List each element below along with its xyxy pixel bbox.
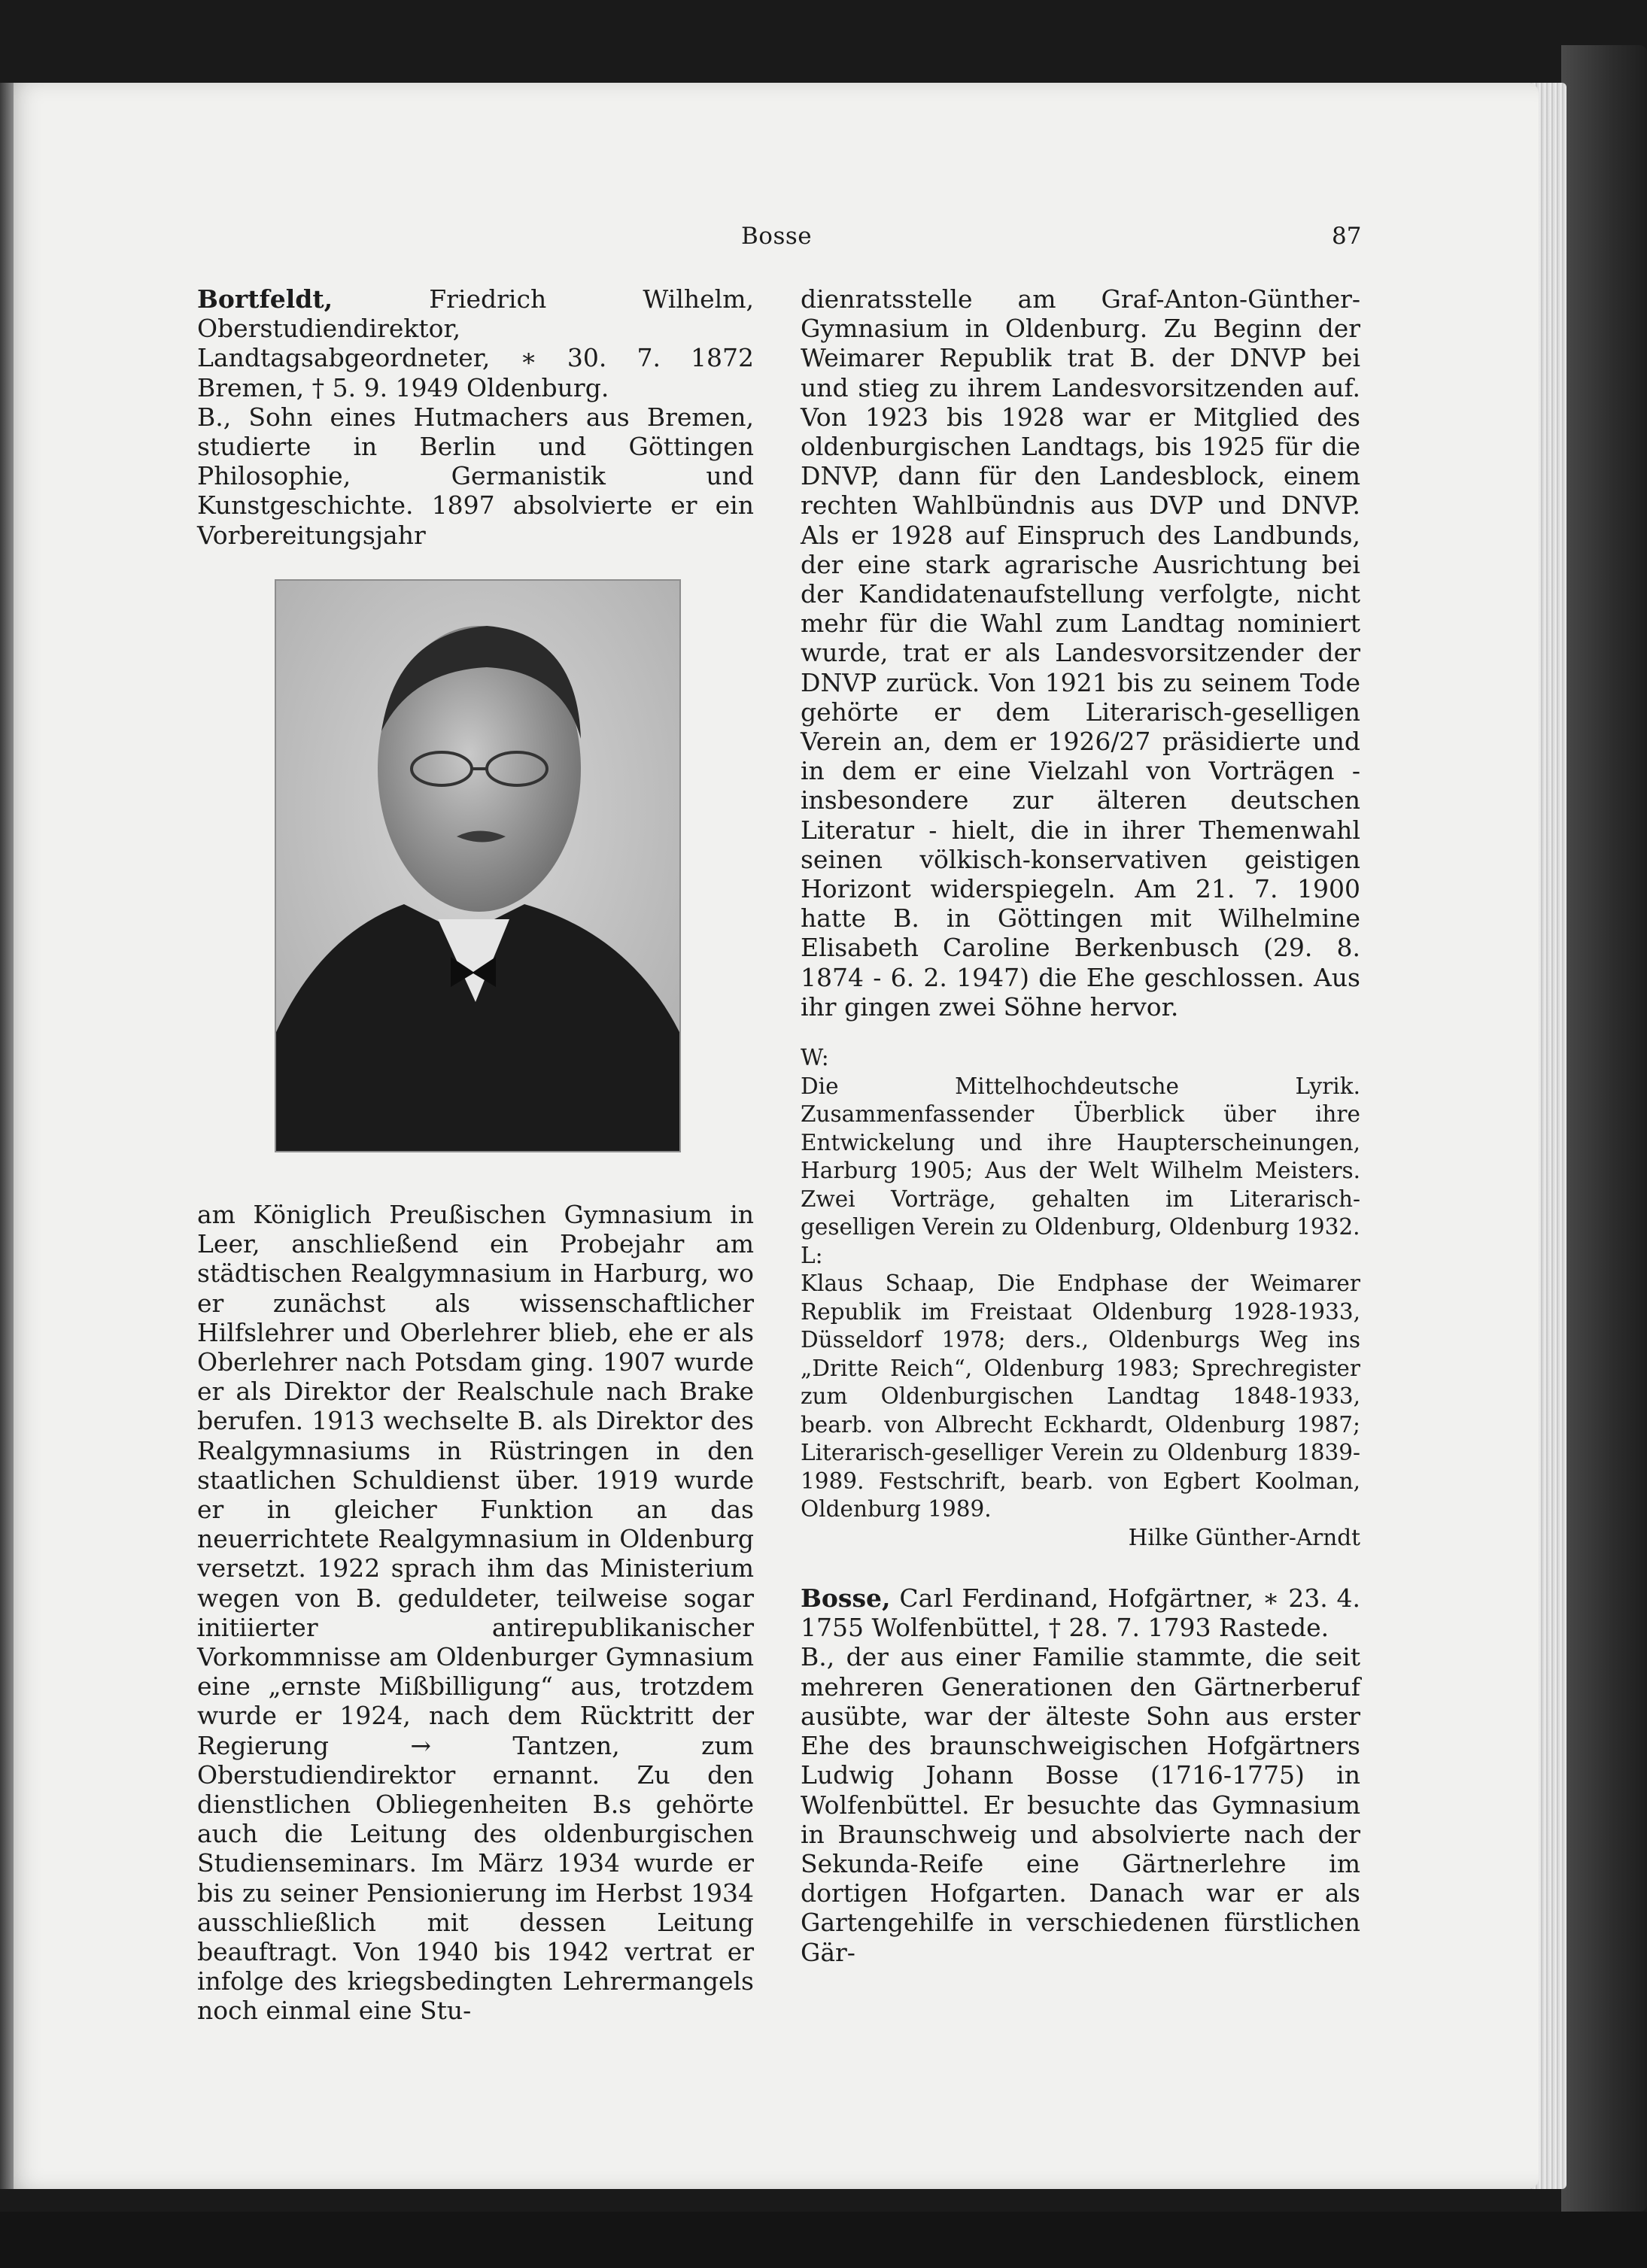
page-gutter-shadow xyxy=(0,83,14,2189)
bortfeldt-headword: Bortfeldt, xyxy=(197,284,333,314)
entry-gap xyxy=(801,1552,1360,1583)
author-signature: Hilke Günther-Arndt xyxy=(1128,1524,1360,1550)
bortfeldt-intro xyxy=(197,284,754,402)
bosse-intro xyxy=(801,1583,1360,1642)
book-cover-edge xyxy=(1561,45,1647,2212)
portrait-illustration xyxy=(276,581,679,1151)
bortfeldt-paragraph-bottom: am Königlich Preußischen Gymnasium in Leer, anschließend ein Probejahr am städtischen Realgymnasium in Harburg, wo er zunächst als wissenschaftlicher Hilfslehrer und Oberlehrer blieb, ehe er als Oberlehrer nach Potsdam ging. 1907 wurde er als Direktor der Realschule nach Brake berufen. 1913 wechselte B. als Direktor des Realgymnasiums in Rüstringen in den staatlichen Schuldienst über. 1919 wurde er in gleicher Funktion an das neuerrichtete Realgymnasium in Oldenburg versetzt. 1922 sprach ihm das Ministerium wegen von B. geduldeter, teilweise sogar initiierter antirepublikanischer Vorkommnisse am Oldenburger Gymnasium eine „ernste Mißbilligung“ aus, trotzdem wurde er 1924, nach dem Rücktritt der Regierung → Tantzen, zum Oberstudiendirektor ernannt. Zu den dienstlichen Obliegenheiten B.s gehörte auch die Leitung des oldenburgischen Studienseminars. Im März 1934 wurde er bis zu seiner Pensionierung im Herbst 1934 ausschließlich mit dessen Leitung beauftragt. Von 1940 bis 1942 vertrat er infolge des kriegsbedingten Lehrermangels noch einmal eine Stu- xyxy=(197,1200,754,2026)
portrait-photo xyxy=(275,579,681,1152)
section-gap xyxy=(801,1022,1360,1044)
bortfeldt-paragraph-top: B., Sohn eines Hutmachers aus Bremen, studierte in Berlin und Göttingen Philosophie, Germanistik und Kunstgeschichte. 1897 absolvierte er ein Vorbereitungsjahr xyxy=(197,402,754,550)
bortfeldt-intro-text: Friedrich Wilhelm, Oberstudiendirektor, Landtagsabgeordneter, ∗ 30. 7. 1872 Bremen, † 5. 9. 1949 Oldenburg. xyxy=(197,284,754,402)
literature-list: Klaus Schaap, Die Endphase der Weimarer Republik im Freistaat Oldenburg 1928-1933, Düsseldorf 1978; ders., Oldenburgs Weg ins „Dritte Reich“, Oldenburg 1983; Sprechregister zum Oldenburgischen Landtag 1848-1933, bearb. von Albrecht Eckhardt, Oldenburg 1987; Literarisch-geselliger Verein zu Oldenburg 1839-1989. Festschrift, bearb. von Egbert Koolman, Oldenburg 1989. xyxy=(801,1271,1360,1523)
right-column xyxy=(801,284,1360,1967)
bortfeldt-paragraph-right: dienratsstelle am Graf-Anton-Günther-Gymnasium in Oldenburg. Zu Beginn der Weimarer Republik trat B. der DNVP bei und stieg zu ihrem Landesvorsitzenden auf. Von 1923 bis 1928 war er Mitglied des oldenburgischen Landtags, bis 1925 für die DNVP, dann für den Landesblock, einem rechten Wahlbündnis aus DVP und DNVP. Als er 1928 auf Einspruch des Landbunds, der eine stark agrarische Ausrichtung bei der Kandidatenaufstellung verfolgte, nicht mehr für die Wahl zum Landtag nominiert wurde, trat er als Landesvorsitzender der DNVP zurück. Von 1921 bis zu seinem Tode gehörte er dem Literarisch-geselligen Verein an, dem er 1926/27 präsidierte und in dem er eine Vielzahl von Vorträgen - insbesondere zur älteren deutschen Literatur - hielt, die in ihrer Themenwahl seinen völkisch-konservativen geistigen Horizont widerspiegeln. Am 21. 7. 1900 hatte B. in Göttingen mit Wilhelmine Elisabeth Caroline Berkenbusch (29. 8. 1874 - 6. 2. 1947) die Ehe geschlossen. Aus ihr gingen zwei Söhne hervor. xyxy=(801,284,1360,1022)
bosse-headword: Bosse, xyxy=(801,1583,891,1614)
page-number: 87 xyxy=(1332,223,1362,250)
left-column-bottom xyxy=(197,1200,754,2026)
works-list: Die Mittelhochdeutsche Lyrik. Zusammenfassender Überblick über ihre Entwickelung und ihre Haupterscheinungen, Harburg 1905; Aus der Welt Wilhelm Meisters. Zwei Vorträge, gehalten im Literarisch-geselligen Verein zu Oldenburg, Oldenburg 1932. xyxy=(801,1073,1360,1240)
left-column-top xyxy=(197,284,754,550)
works-label: W: xyxy=(801,1045,829,1071)
bosse-paragraph: B., der aus einer Familie stammte, die seit mehreren Generationen den Gärtnerberuf ausübte, war der älteste Sohn aus erster Ehe des braunschweigischen Hofgärtners Ludwig Johann Bosse (1716-1775) in Wolfenbüttel. Er besuchte das Gymnasium in Braunschweig und absolvierte nach der Sekunda-Reife eine Gärtnerlehre im dortigen Hofgarten. Danach war er als Gartengehilfe in verschiedenen fürstlichen Gär- xyxy=(801,1642,1360,1967)
literature-label: L: xyxy=(801,1242,823,1268)
running-header-title: Bosse xyxy=(741,223,813,250)
scan-bottom-border xyxy=(0,2212,1647,2268)
bosse-intro-text: Carl Ferdinand, Hofgärtner, ∗ 23. 4. 1755 Wolfenbüttel, † 28. 7. 1793 Rastede. xyxy=(801,1583,1360,1643)
